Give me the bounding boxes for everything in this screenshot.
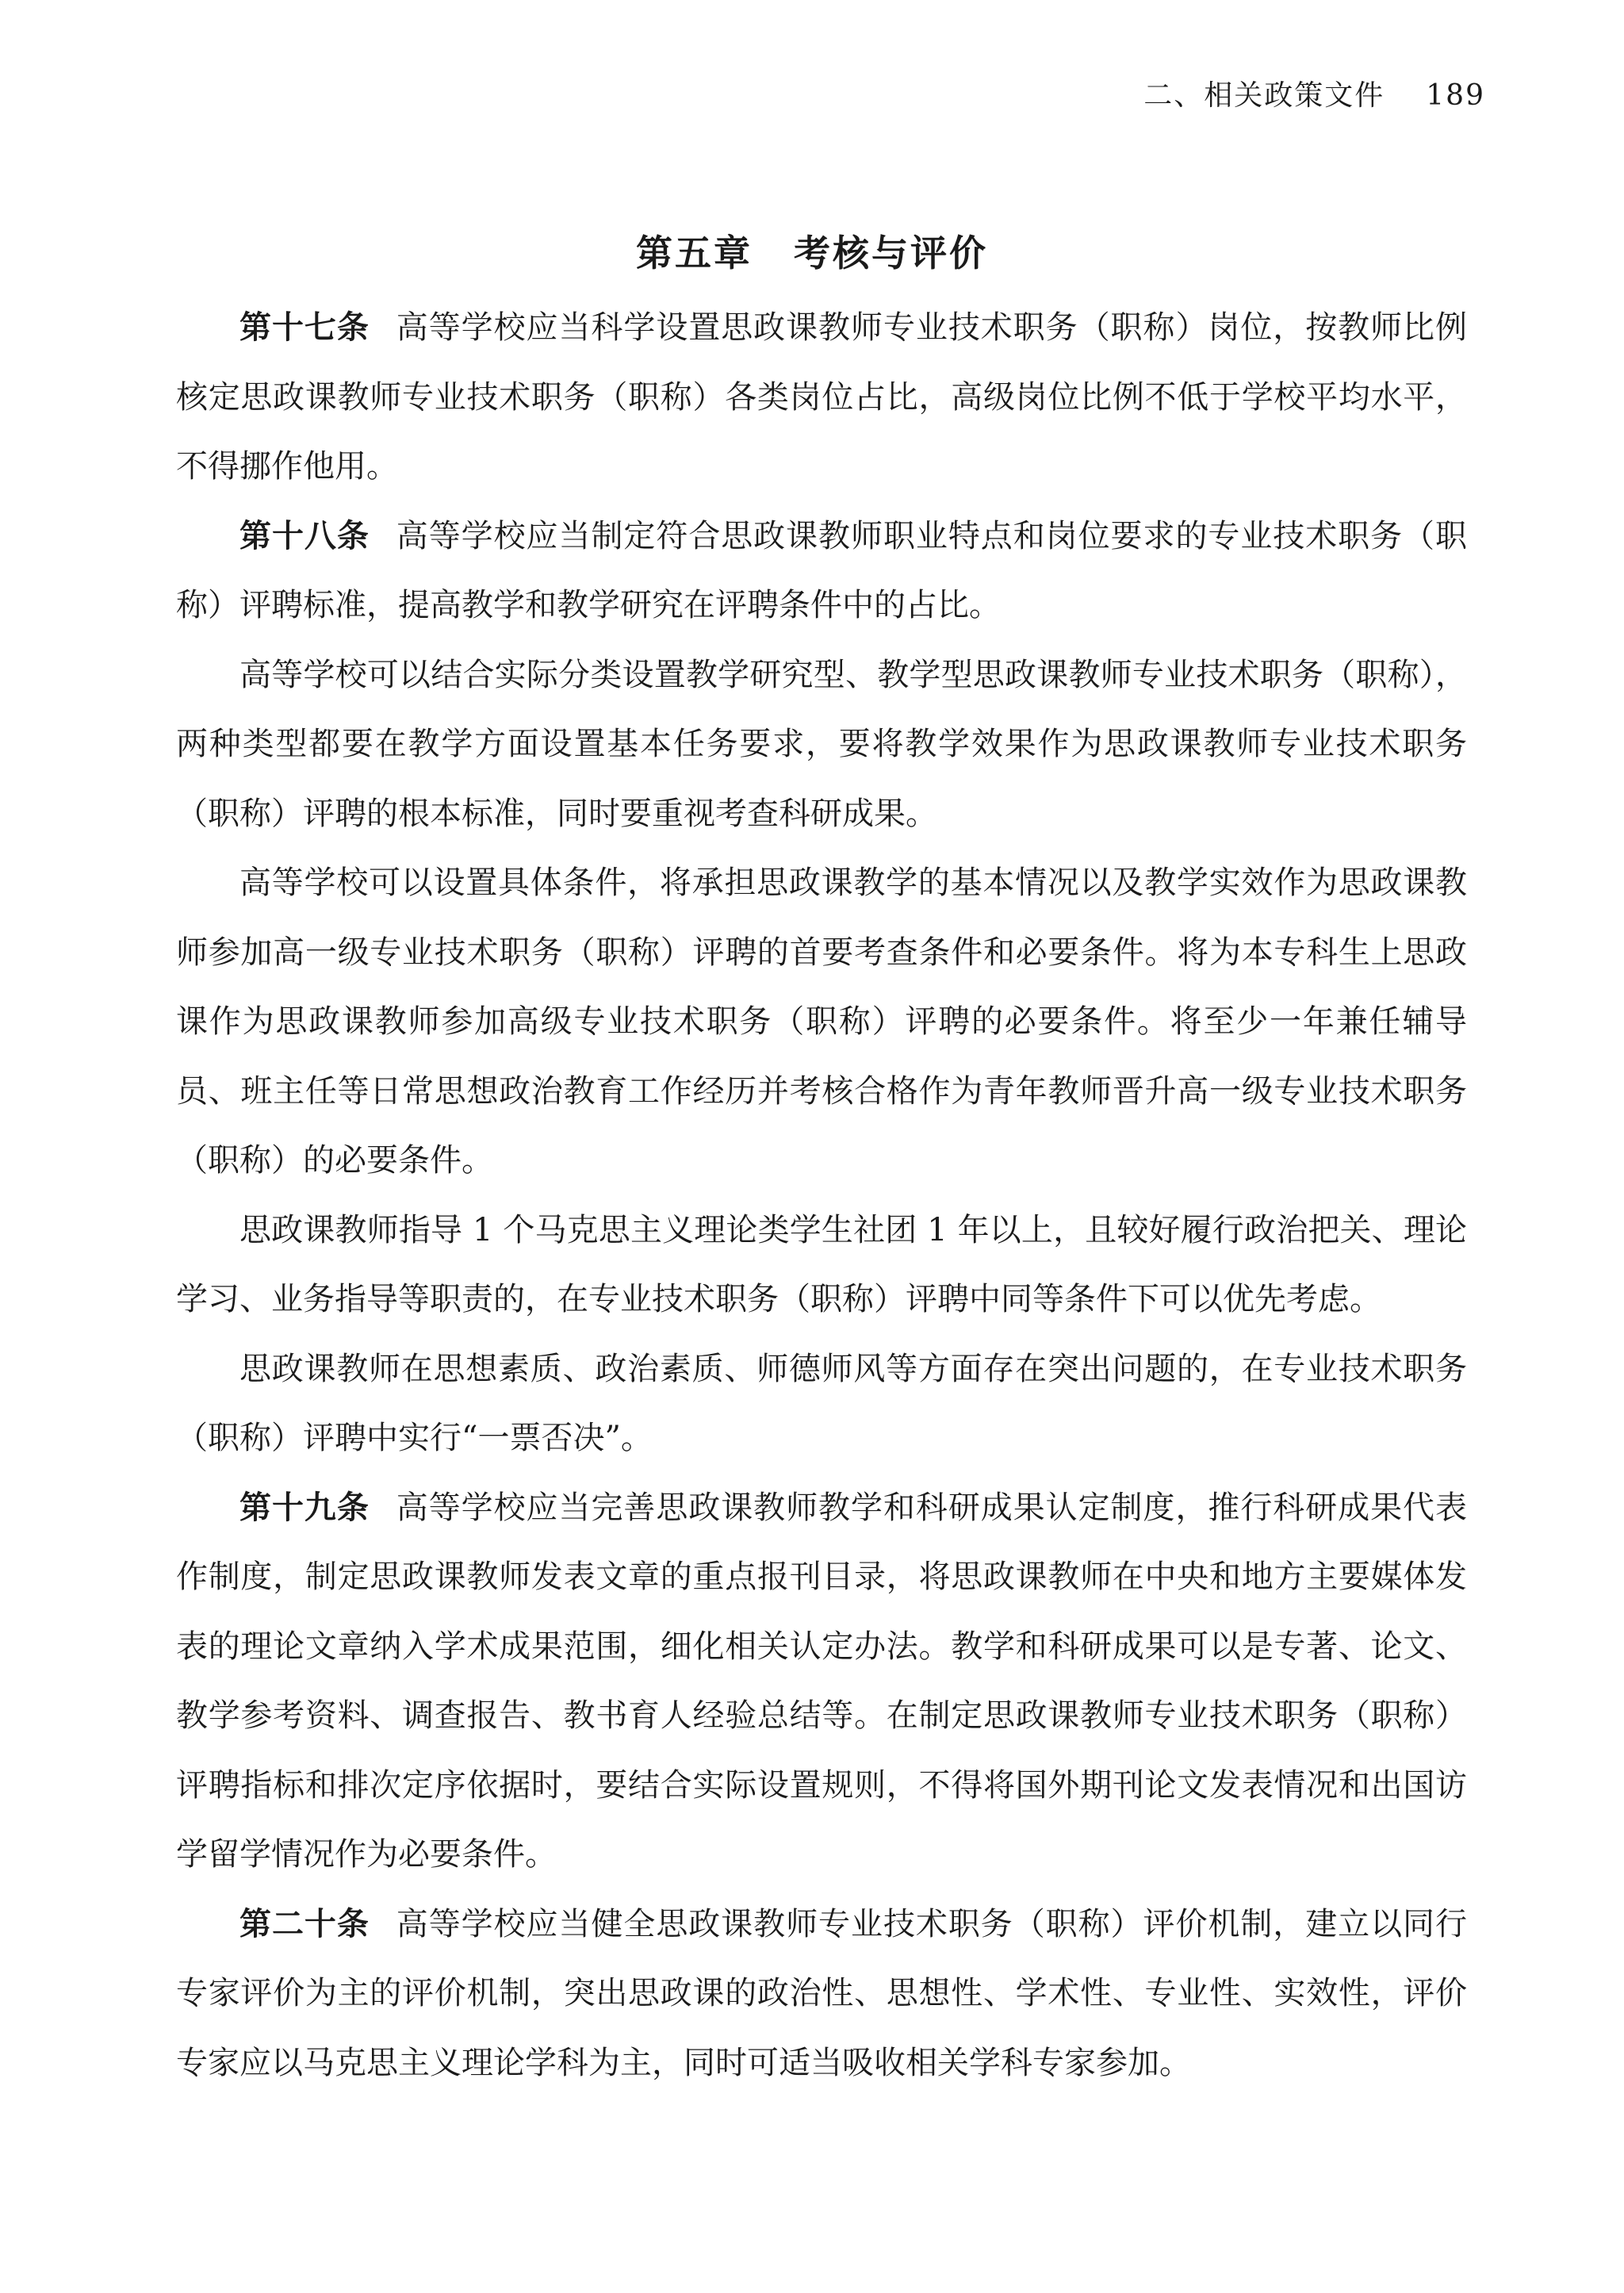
paragraph-article-19 <box>176 1474 1467 1890</box>
paragraph <box>176 1196 1467 1335</box>
chapter-number: 第五章 <box>636 231 753 274</box>
body-text <box>176 293 1467 2098</box>
paragraph <box>176 641 1467 849</box>
article-number: 第十七条 <box>239 309 370 346</box>
running-header <box>1143 73 1485 113</box>
paragraph <box>176 849 1467 1196</box>
paragraph-text: 思政课教师指导 1 个马克思主义理论类学生社团 1 年以上，且较好履行政治把关、理论学习、业务指导等职责的，在专业技术职务（职称）评聘中同等条件下可以优先考虑。 <box>176 1211 1467 1317</box>
chapter-name: 考核与评价 <box>794 231 988 274</box>
article-number: 第十九条 <box>239 1489 370 1526</box>
paragraph-text: 高等学校应当健全思政课教师专业技术职务（职称）评价机制，建立以同行专家评价为主的评价机制，突出思政课的政治性、思想性、学术性、专业性、实效性，评价专家应以马克思主义理论学科为主，同时可适当吸收相关学科专家参加。 <box>176 1905 1468 2081</box>
paragraph <box>176 1335 1467 1474</box>
paragraph-text: 高等学校可以设置具体条件，将承担思政课教学的基本情况以及教学实效作为思政课教师参加高一级专业技术职务（职称）评聘的首要考查条件和必要条件。将为本专科生上思政课作为思政课教师参加高级专业技术职务（职称）评聘的必要条件。将至少一年兼任辅导员、班主任等日常思想政治教育工作经历并考核合格作为青年教师晋升高一级专业技术职务（职称）的必要条件。 <box>176 865 1467 1179</box>
chapter-title <box>0 224 1624 277</box>
paragraph-article-20 <box>176 1890 1467 2099</box>
paragraph-text: 高等学校应当科学设置思政课教师专业技术职务（职称）岗位，按教师比例核定思政课教师专业技术职务（职称）各类岗位占比，高级岗位比例不低于学校平均水平，不得挪作他用。 <box>176 309 1468 485</box>
article-number: 第二十条 <box>239 1905 370 1942</box>
header-section-title: 二、相关政策文件 <box>1143 79 1385 112</box>
paragraph-text: 高等学校可以结合实际分类设置教学研究型、教学型思政课教师专业技术职务（职称），两种类型都要在教学方面设置基本任务要求，要将教学效果作为思政课教师专业技术职务（职称）评聘的根本标准，同时要重视考查科研成果。 <box>176 656 1467 832</box>
paragraph-text: 高等学校应当完善思政课教师教学和科研成果认定制度，推行科研成果代表作制度，制定思政课教师发表文章的重点报刊目录，将思政课教师在中央和地方主要媒体发表的理论文章纳入学术成果范围，细化相关认定办法。教学和科研成果可以是专著、论文、教学参考资料、调查报告、教书育人经验总结等。在制定思政课教师专业技术职务（职称）评聘指标和排次定序依据时，要结合实际设置规则，不得将国外期刊论文发表情况和出国访学留学情况作为必要条件。 <box>176 1489 1468 1873</box>
paragraph-article-18 <box>176 502 1467 641</box>
paragraph-text: 高等学校应当制定符合思政课教师职业特点和岗位要求的专业技术职务（职称）评聘标准，提高教学和教学研究在评聘条件中的占比。 <box>176 517 1468 623</box>
article-number: 第十八条 <box>239 517 370 554</box>
page-number: 189 <box>1426 79 1485 112</box>
paragraph-text: 思政课教师在思想素质、政治素质、师德师风等方面存在突出问题的，在专业技术职务（职称）评聘中实行“一票否决”。 <box>176 1350 1467 1456</box>
paragraph-article-17 <box>176 293 1467 502</box>
